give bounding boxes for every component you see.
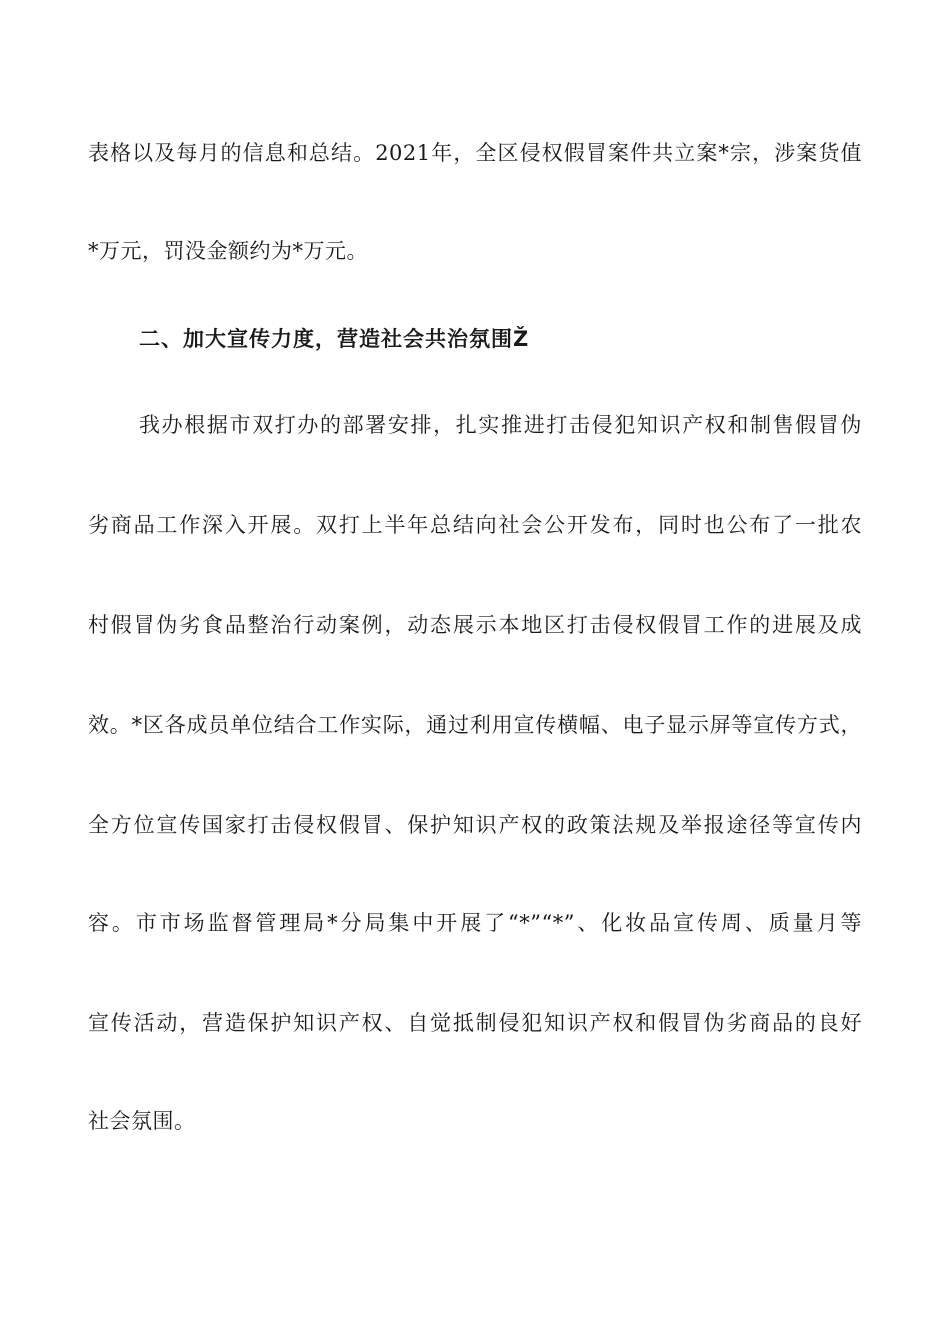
paragraph-line: 容。市市场监督管理局*分局集中开展了“*”“*”、化妆品宣传周、质量月等 xyxy=(88,911,862,935)
paragraph-line: 全方位宣传国家打击侵权假冒、保护知识产权的政策法规及举报途径等宣传内 xyxy=(88,813,862,837)
paragraph-line: 劣商品工作深入开展。双打上半年总结向社会公开发布，同时也公布了一批农 xyxy=(88,513,862,537)
paragraph-line: *万元，罚没金额约为*万元。 xyxy=(88,239,368,263)
paragraph-line: 效。*区各成员单位结合工作实际，通过利用宣传横幅、电子显示屏等宣传方式， xyxy=(88,713,862,737)
section-heading: 二、加大宣传力度，营造社会共治氛围Ž xyxy=(139,327,530,351)
paragraph-line: 表格以及每月的信息和总结。2021年，全区侵权假冒案件共立案*宗，涉案货值 xyxy=(88,141,862,165)
paragraph-line: 村假冒伪劣食品整治行动案例，动态展示本地区打击侵权假冒工作的进展及成 xyxy=(88,613,862,637)
paragraph-line: 宣传活动，营造保护知识产权、自觉抵制侵犯知识产权和假冒伪劣商品的良好 xyxy=(88,1011,862,1035)
paragraph-line: 我办根据市双打办的部署安排，扎实推进打击侵犯知识产权和制售假冒伪 xyxy=(139,413,862,437)
paragraph-line: 社会氛围。 xyxy=(88,1109,196,1133)
